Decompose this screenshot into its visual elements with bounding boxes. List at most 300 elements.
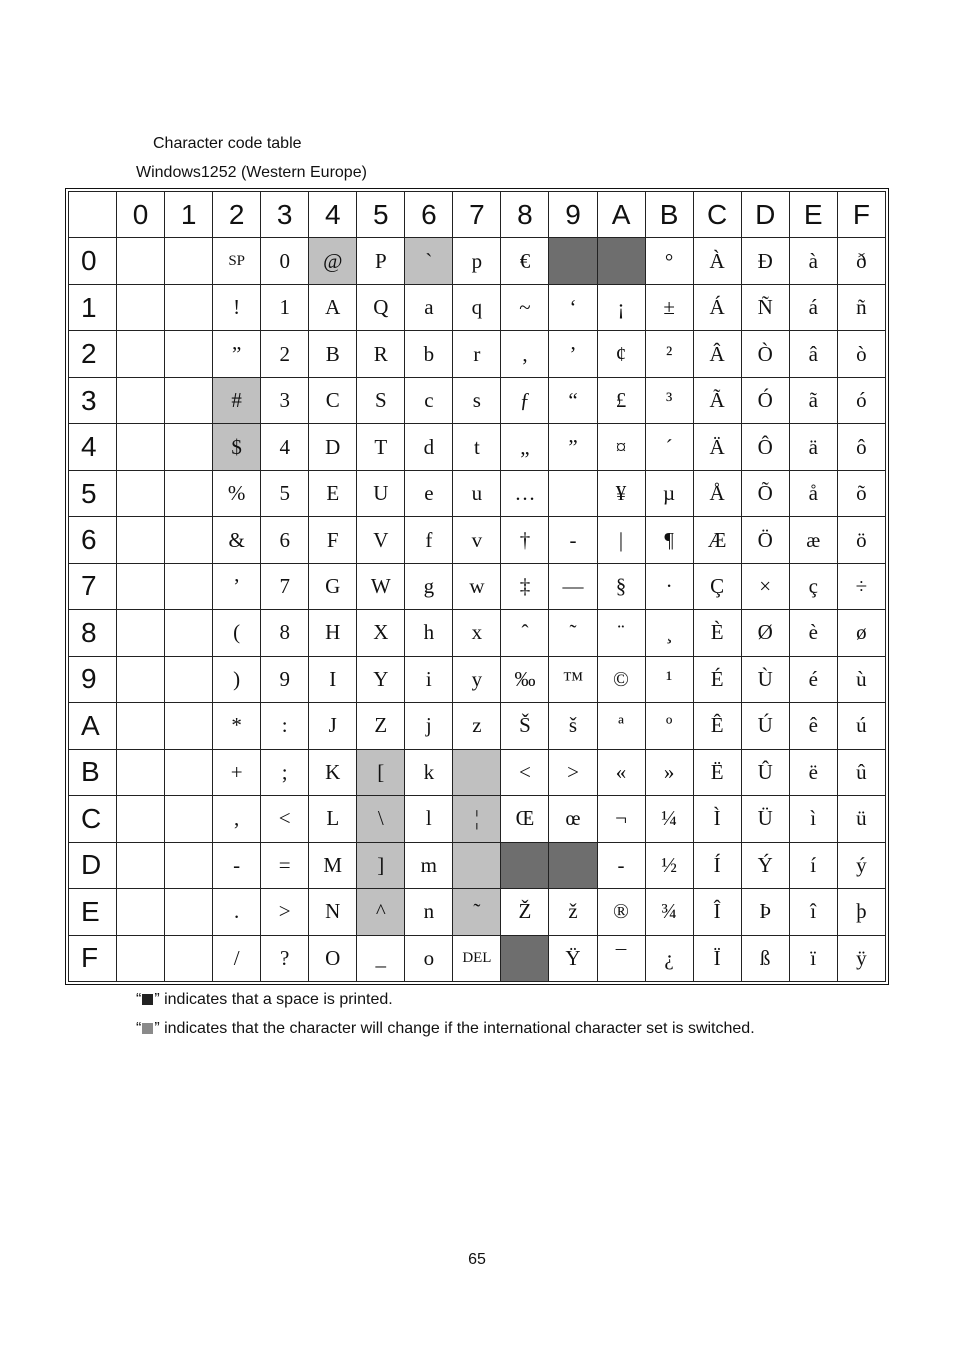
table-row <box>69 842 886 888</box>
code-cell: DEL <box>453 935 501 982</box>
code-cell: = <box>261 842 309 888</box>
code-cell: Ô <box>741 424 789 470</box>
code-cell: ð <box>837 238 885 284</box>
code-cell: Ü <box>741 796 789 842</box>
code-cell <box>117 610 165 656</box>
code-cell: h <box>405 610 453 656</box>
code-cell: Æ <box>693 517 741 563</box>
table-row <box>69 424 886 470</box>
code-cell: \ <box>357 796 405 842</box>
code-cell <box>117 842 165 888</box>
row-header: 4 <box>69 424 117 470</box>
table-row <box>69 610 886 656</box>
code-cell: M <box>309 842 357 888</box>
code-cell: Ù <box>741 656 789 702</box>
code-cell: U <box>357 470 405 516</box>
code-cell <box>165 331 213 377</box>
code-cell: ³ <box>645 377 693 423</box>
code-cell: - <box>213 842 261 888</box>
row-header: A <box>69 703 117 749</box>
code-cell: Q <box>357 284 405 330</box>
code-cell: q <box>453 284 501 330</box>
code-cell: ² <box>645 331 693 377</box>
code-cell: š <box>549 703 597 749</box>
code-cell: c <box>405 377 453 423</box>
code-cell: Ó <box>741 377 789 423</box>
code-cell <box>501 935 549 982</box>
code-cell: m <box>405 842 453 888</box>
code-cell: ã <box>789 377 837 423</box>
code-cell: ) <box>213 656 261 702</box>
open-quote: “ <box>136 991 142 1008</box>
code-cell: ¹ <box>645 656 693 702</box>
code-cell: l <box>405 796 453 842</box>
header-row <box>69 192 886 238</box>
code-cell: È <box>693 610 741 656</box>
table-row <box>69 703 886 749</box>
code-cell: ¼ <box>645 796 693 842</box>
code-cell: e <box>405 470 453 516</box>
code-cell: ± <box>645 284 693 330</box>
table-row <box>69 749 886 795</box>
column-header: E <box>789 192 837 238</box>
code-cell: Š <box>501 703 549 749</box>
row-header: D <box>69 842 117 888</box>
code-cell: ] <box>357 842 405 888</box>
row-header: 5 <box>69 470 117 516</box>
code-cell: g <box>405 563 453 609</box>
code-cell: ž <box>549 889 597 935</box>
code-cell: ¡ <box>597 284 645 330</box>
code-cell: Œ <box>501 796 549 842</box>
code-cell: > <box>261 889 309 935</box>
code-cell <box>549 842 597 888</box>
code-cell: ¤ <box>597 424 645 470</box>
code-cell <box>117 889 165 935</box>
code-cell: ” <box>213 331 261 377</box>
code-cell: þ <box>837 889 885 935</box>
code-cell: S <box>357 377 405 423</box>
code-cell: ì <box>789 796 837 842</box>
code-cell <box>549 238 597 284</box>
code-cell: Í <box>693 842 741 888</box>
row-header: C <box>69 796 117 842</box>
code-cell: ´ <box>645 424 693 470</box>
code-cell: £ <box>597 377 645 423</box>
row-header: 8 <box>69 610 117 656</box>
code-cell: G <box>309 563 357 609</box>
code-cell <box>117 935 165 982</box>
column-header: C <box>693 192 741 238</box>
table-row <box>69 563 886 609</box>
page-number: 65 <box>468 1251 486 1268</box>
code-cell: õ <box>837 470 885 516</box>
code-cell <box>117 331 165 377</box>
code-cell: @ <box>309 238 357 284</box>
code-cell: … <box>501 470 549 516</box>
code-cell: Ã <box>693 377 741 423</box>
code-cell: ’ <box>549 331 597 377</box>
row-header: 3 <box>69 377 117 423</box>
code-cell: Ï <box>693 935 741 982</box>
code-cell: ¥ <box>597 470 645 516</box>
code-cell: ; <box>261 749 309 795</box>
code-cell: × <box>741 563 789 609</box>
code-cell: T <box>357 424 405 470</box>
code-cell: + <box>213 749 261 795</box>
code-cell: d <box>405 424 453 470</box>
code-cell: 6 <box>261 517 309 563</box>
code-cell: E <box>309 470 357 516</box>
table-row <box>69 889 886 935</box>
code-cell <box>117 749 165 795</box>
code-cell: ÷ <box>837 563 885 609</box>
code-cell: ^ <box>357 889 405 935</box>
code-cell: | <box>597 517 645 563</box>
code-cell: É <box>693 656 741 702</box>
code-cell: a <box>405 284 453 330</box>
code-cell: Ÿ <box>549 935 597 982</box>
code-cell: < <box>261 796 309 842</box>
column-header: 7 <box>453 192 501 238</box>
code-cell: º <box>645 703 693 749</box>
column-header: D <box>741 192 789 238</box>
code-cell: ä <box>789 424 837 470</box>
code-cell: ½ <box>645 842 693 888</box>
code-cell: k <box>405 749 453 795</box>
code-cell: ó <box>837 377 885 423</box>
code-cell: ‘ <box>549 284 597 330</box>
code-cell <box>597 238 645 284</box>
code-cell: u <box>453 470 501 516</box>
code-cell: “ <box>549 377 597 423</box>
code-cell: ô <box>837 424 885 470</box>
column-header: 3 <box>261 192 309 238</box>
code-cell: µ <box>645 470 693 516</box>
code-cell <box>165 284 213 330</box>
code-cell: ˆ <box>501 610 549 656</box>
code-cell: ¾ <box>645 889 693 935</box>
character-code-table <box>65 188 889 985</box>
code-cell: û <box>837 749 885 795</box>
code-cell: ö <box>837 517 885 563</box>
row-header: 1 <box>69 284 117 330</box>
code-cell: / <box>213 935 261 982</box>
code-cell <box>117 284 165 330</box>
code-cell: € <box>501 238 549 284</box>
column-header: 6 <box>405 192 453 238</box>
code-cell <box>165 656 213 702</box>
code-cell: † <box>501 517 549 563</box>
code-cell: Ò <box>741 331 789 377</box>
code-cell <box>117 563 165 609</box>
code-cell: Þ <box>741 889 789 935</box>
code-cell <box>165 842 213 888</box>
table-caption-title: Character code table <box>153 135 302 152</box>
code-cell <box>165 935 213 982</box>
code-cell: ~ <box>501 284 549 330</box>
open-quote: “ <box>136 1020 142 1037</box>
code-cell: ¿ <box>645 935 693 982</box>
code-cell: à <box>789 238 837 284</box>
code-cell: B <box>309 331 357 377</box>
code-cell: ? <box>261 935 309 982</box>
code-cell: > <box>549 749 597 795</box>
code-cell <box>165 238 213 284</box>
code-cell: œ <box>549 796 597 842</box>
row-header: 0 <box>69 238 117 284</box>
code-cell: J <box>309 703 357 749</box>
code-cell: ý <box>837 842 885 888</box>
code-cell: Ø <box>741 610 789 656</box>
code-cell: á <box>789 284 837 330</box>
code-cell <box>501 842 549 888</box>
code-cell <box>453 749 501 795</box>
code-cell: A <box>309 284 357 330</box>
code-cell: Ë <box>693 749 741 795</box>
code-cell: p <box>453 238 501 284</box>
code-cell: X <box>357 610 405 656</box>
code-cell: À <box>693 238 741 284</box>
code-cell <box>117 470 165 516</box>
code-cell: i <box>405 656 453 702</box>
code-cell: Ú <box>741 703 789 749</box>
code-cell: í <box>789 842 837 888</box>
code-cell: ú <box>837 703 885 749</box>
code-cell: » <box>645 749 693 795</box>
code-cell: V <box>357 517 405 563</box>
code-cell: ! <box>213 284 261 330</box>
code-cell: 0 <box>261 238 309 284</box>
code-cell: 7 <box>261 563 309 609</box>
table-row <box>69 331 886 377</box>
code-cell: O <box>309 935 357 982</box>
code-cell: Å <box>693 470 741 516</box>
code-grid <box>68 191 886 982</box>
code-cell: ˜ <box>549 610 597 656</box>
code-cell <box>117 703 165 749</box>
column-header: A <box>597 192 645 238</box>
code-cell: ñ <box>837 284 885 330</box>
column-header: 0 <box>117 192 165 238</box>
code-cell: Ä <box>693 424 741 470</box>
code-cell: Ê <box>693 703 741 749</box>
code-cell: $ <box>213 424 261 470</box>
corner-cell <box>69 192 117 238</box>
code-cell: - <box>549 517 597 563</box>
code-cell: „ <box>501 424 549 470</box>
code-cell: ç <box>789 563 837 609</box>
row-header: B <box>69 749 117 795</box>
code-cell: ¯ <box>597 935 645 982</box>
code-cell: ù <box>837 656 885 702</box>
code-cell: Õ <box>741 470 789 516</box>
code-cell <box>165 796 213 842</box>
table-row <box>69 470 886 516</box>
code-cell: © <box>597 656 645 702</box>
code-cell: f <box>405 517 453 563</box>
code-cell: ê <box>789 703 837 749</box>
code-cell: I <box>309 656 357 702</box>
code-cell: , <box>501 331 549 377</box>
international-note <box>136 1020 755 1038</box>
code-cell: < <box>501 749 549 795</box>
code-cell: * <box>213 703 261 749</box>
code-cell: ˜ <box>453 889 501 935</box>
table-row <box>69 377 886 423</box>
row-header: 9 <box>69 656 117 702</box>
code-cell: : <box>261 703 309 749</box>
code-cell: Á <box>693 284 741 330</box>
code-cell: Ý <box>741 842 789 888</box>
code-cell: ß <box>741 935 789 982</box>
code-cell: ï <box>789 935 837 982</box>
code-cell <box>117 656 165 702</box>
code-cell: ° <box>645 238 693 284</box>
code-cell: o <box>405 935 453 982</box>
code-cell: ¨ <box>597 610 645 656</box>
code-cell: 1 <box>261 284 309 330</box>
table-row <box>69 796 886 842</box>
code-cell: î <box>789 889 837 935</box>
code-cell <box>549 470 597 516</box>
column-header: F <box>837 192 885 238</box>
code-cell: _ <box>357 935 405 982</box>
code-cell: & <box>213 517 261 563</box>
code-cell: D <box>309 424 357 470</box>
code-cell: ¶ <box>645 517 693 563</box>
code-cell: 3 <box>261 377 309 423</box>
column-header: 8 <box>501 192 549 238</box>
column-header: 2 <box>213 192 261 238</box>
code-cell: N <box>309 889 357 935</box>
table-row <box>69 284 886 330</box>
code-cell: v <box>453 517 501 563</box>
gray-square-icon <box>142 1023 153 1034</box>
international-note-text: ” indicates that the character will change if the international character set is switched. <box>154 1020 755 1037</box>
code-cell: ` <box>405 238 453 284</box>
table-row <box>69 517 886 563</box>
row-header: E <box>69 889 117 935</box>
column-header: 1 <box>165 192 213 238</box>
table-caption-subtitle: Windows1252 (Western Europe) <box>136 164 367 181</box>
code-cell: é <box>789 656 837 702</box>
code-cell: â <box>789 331 837 377</box>
code-cell: ª <box>597 703 645 749</box>
code-cell: b <box>405 331 453 377</box>
column-header: B <box>645 192 693 238</box>
code-cell <box>117 377 165 423</box>
code-cell: z <box>453 703 501 749</box>
code-cell: 2 <box>261 331 309 377</box>
table-row <box>69 656 886 702</box>
code-cell <box>117 796 165 842</box>
code-cell: å <box>789 470 837 516</box>
column-header: 9 <box>549 192 597 238</box>
code-cell: Ö <box>741 517 789 563</box>
code-cell: j <box>405 703 453 749</box>
code-cell: # <box>213 377 261 423</box>
code-cell <box>165 517 213 563</box>
code-cell: ™ <box>549 656 597 702</box>
space-note <box>136 991 393 1009</box>
code-cell: Û <box>741 749 789 795</box>
code-cell: x <box>453 610 501 656</box>
space-note-text: ” indicates that a space is printed. <box>154 991 393 1008</box>
code-cell: P <box>357 238 405 284</box>
code-cell: ‰ <box>501 656 549 702</box>
row-header: 7 <box>69 563 117 609</box>
code-cell: § <box>597 563 645 609</box>
code-cell: C <box>309 377 357 423</box>
code-cell: t <box>453 424 501 470</box>
code-cell: ü <box>837 796 885 842</box>
code-cell: R <box>357 331 405 377</box>
code-cell: H <box>309 610 357 656</box>
code-cell: ” <box>549 424 597 470</box>
code-cell: L <box>309 796 357 842</box>
code-cell: — <box>549 563 597 609</box>
row-header: 2 <box>69 331 117 377</box>
code-cell: ø <box>837 610 885 656</box>
code-cell: Y <box>357 656 405 702</box>
code-cell: SP <box>213 238 261 284</box>
code-cell <box>165 424 213 470</box>
code-cell: % <box>213 470 261 516</box>
code-cell: ¬ <box>597 796 645 842</box>
code-cell: 9 <box>261 656 309 702</box>
code-cell: [ <box>357 749 405 795</box>
code-cell: ÿ <box>837 935 885 982</box>
code-cell: « <box>597 749 645 795</box>
code-cell: ‡ <box>501 563 549 609</box>
code-cell: Î <box>693 889 741 935</box>
table-row <box>69 238 886 284</box>
code-cell: Z <box>357 703 405 749</box>
column-header: 4 <box>309 192 357 238</box>
code-cell: y <box>453 656 501 702</box>
code-cell: ƒ <box>501 377 549 423</box>
code-cell: 5 <box>261 470 309 516</box>
code-cell: n <box>405 889 453 935</box>
code-cell: Ð <box>741 238 789 284</box>
code-cell: Ì <box>693 796 741 842</box>
code-cell: , <box>213 796 261 842</box>
code-cell: ¦ <box>453 796 501 842</box>
dark-square-icon <box>142 994 153 1005</box>
code-cell: ò <box>837 331 885 377</box>
code-cell: s <box>453 377 501 423</box>
code-cell: 4 <box>261 424 309 470</box>
code-cell: r <box>453 331 501 377</box>
code-cell: - <box>597 842 645 888</box>
code-cell: F <box>309 517 357 563</box>
code-cell: . <box>213 889 261 935</box>
code-cell <box>165 470 213 516</box>
code-cell <box>117 424 165 470</box>
code-cell <box>117 517 165 563</box>
code-cell <box>165 563 213 609</box>
code-cell <box>453 842 501 888</box>
code-cell <box>165 703 213 749</box>
code-cell: Ñ <box>741 284 789 330</box>
code-cell: ’ <box>213 563 261 609</box>
code-cell: ® <box>597 889 645 935</box>
code-cell: æ <box>789 517 837 563</box>
code-cell: ë <box>789 749 837 795</box>
code-cell: Ç <box>693 563 741 609</box>
code-cell <box>117 238 165 284</box>
